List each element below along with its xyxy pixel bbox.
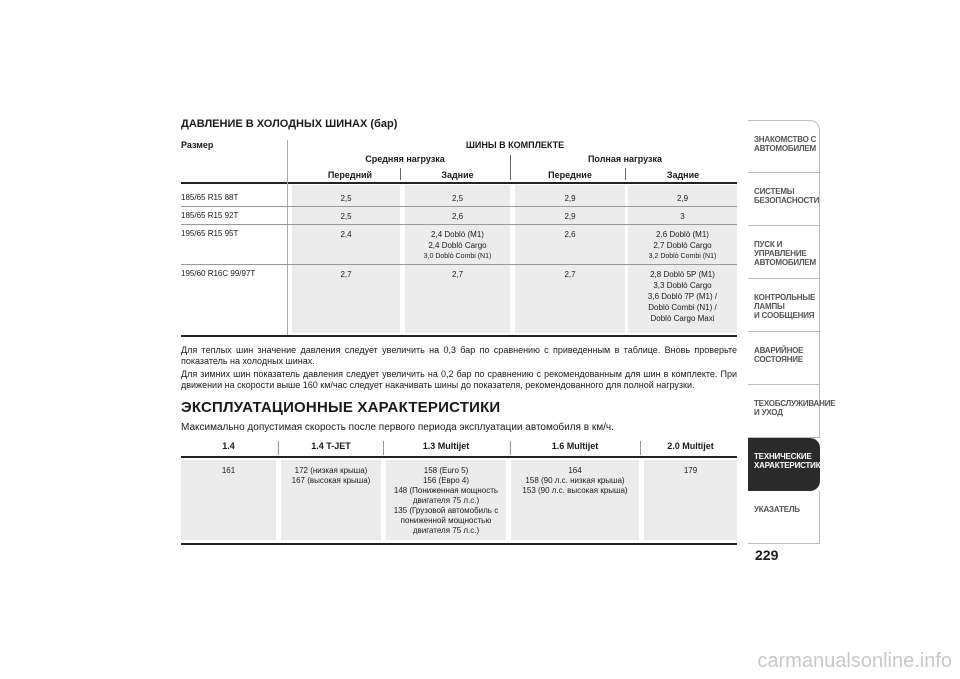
cell-line: 3,6 Doblò 7P (M1) / [647,292,718,301]
header-divider [640,441,641,455]
row-size: 185/65 R15 88T [181,193,239,202]
speed-line: 148 (Пониженная мощность [393,486,499,495]
speed-line: двигателя 75 л.с.) [412,526,480,535]
speed-line: 172 (низкая крыша) [294,466,368,475]
engine-header: 1.6 Multijet [551,441,599,451]
sub-front-medium: Передний [327,170,373,180]
tab-starting-driving[interactable] [748,226,820,279]
note-warm-tyres: Для теплых шин значение давления следует увеличить на 0,3 бар по сравнению с приведенным в таблице. Вновь проверьте показатель на холодных шинах. [181,345,737,366]
cell: 2,4 [340,230,352,239]
tab-label: АВТОМОБИЛЕМ [754,144,816,153]
tab-label: СИСТЕМЫ [754,187,795,196]
size-header: Размер [181,140,214,150]
sub-divider [625,168,626,180]
speed-value [511,466,639,496]
cell: 2,6 [451,212,464,221]
speed-line: 156 (Евро 4) [422,476,470,485]
tab-label: ТЕХОБСЛУЖИВАНИЕ [754,399,836,408]
cell-line: 2,4 Doblò Cargo [428,241,487,250]
cell: 2,9 [564,212,576,221]
medium-load-header: Средняя нагрузка [365,154,445,164]
performance-subtitle: Максимально допустимая скорость после первого периода эксплуатации автомобиля в км/ч. [181,422,614,433]
tab-emergency[interactable] [748,332,820,385]
cell-line: 2,7 Doblò Cargo [653,241,712,250]
note-winter-tyres: Для зимних шин показатель давления следует увеличить на 0,2 бар по сравнению с рекомендованным для шин в комплекте. При движении на скорости выше 160 км/час следует накачивать шины до показателя, рекомендованного для полной нагрузки. [181,369,737,390]
cell: 3 [680,212,685,221]
cell-line: 3,3 Doblò Cargo [653,281,712,290]
tab-label: ХАРАКТЕРИСТИКИ [754,461,826,470]
tab-label: ЗНАКОМСТВО С [754,135,817,144]
row-rule [181,224,737,225]
header-divider [278,441,279,455]
row-rule [181,264,737,265]
shade-col [515,185,625,333]
pressure-title: ДАВЛЕНИЕ В ХОЛОДНЫХ ШИНАХ (бар) [181,118,398,130]
cell-line: 2,8 Doblò 5P (M1) [650,270,715,279]
header-divider [510,155,511,180]
row-rule [181,206,737,207]
engine-header: 1.4 T-JET [311,441,351,451]
sub-front-full: Передние [548,170,592,180]
tab-index[interactable] [748,491,820,544]
speed-line: 164 [568,466,582,475]
tab-label: ЛАМПЫ [754,302,785,311]
speed-line: 158 (90 л.с. низкая крыша) [525,476,625,485]
row-size: 195/65 R15 95T [181,229,239,238]
row-size: 185/65 R15 92T [181,211,239,220]
tab-safety[interactable] [748,173,820,226]
speed-value: 161 [221,466,236,475]
tab-label: СОСТОЯНИЕ [754,355,803,364]
cell: 2,7 [451,270,464,279]
tab-technical-specs[interactable] [748,438,826,491]
cell-line: 3,2 Doblò Combi (N1) [648,253,717,260]
tab-label: И СООБЩЕНИЯ [754,311,815,320]
header-divider [383,441,384,455]
cell-line: Doblò Combi (N1) / [648,303,717,312]
performance-title: ЭКСПЛУАТАЦИОННЫЕ ХАРАКТЕРИСТИКИ [181,399,501,416]
sub-rear-medium: Задние [441,170,474,180]
cell [405,229,510,262]
speed-line: 158 (Euro 5) [423,466,469,475]
header-divider [510,441,511,455]
tab-label: ТЕХНИЧЕСКИЕ [754,452,812,461]
cell: 2,6 [564,230,576,239]
shade-col [292,185,400,333]
cell: 2,5 [340,212,352,221]
cell: 2,7 [340,270,352,279]
speed-line: двигателя 75 л.с.) [412,496,480,505]
speed-line: пониженной мощностью [400,516,492,525]
full-load-header: Полная нагрузка [587,154,663,164]
engine-header: 2.0 Multijet [667,441,714,451]
cell-line: 3,0 Doblò Combi (N1) [423,253,492,260]
engine-header: 1.3 Multijet [422,441,470,451]
speed-top-rule [181,456,737,458]
speed-value [281,466,381,486]
tab-maintenance[interactable] [748,385,836,438]
cell-line: 2,4 Doblò (M1) [431,230,484,239]
tab-getting-to-know[interactable] [748,120,820,173]
tab-label: БЕЗОПАСНОСТИ [754,196,820,205]
page-number: 229 [755,547,779,563]
engine-header: 1.4 [222,441,235,451]
cell: 2,9 [676,194,689,203]
speed-bottom-rule [181,543,737,545]
table-bottom-rule [181,335,737,337]
row-size: 195/60 R16C 99/97T [181,269,256,278]
speed-line: 167 (высокая крыша) [291,476,371,485]
speed-value: 179 [683,466,698,475]
sub-divider [400,168,401,180]
cell: 2,9 [564,194,576,203]
speed-line: 135 (Грузовой автомобиль с [393,506,499,515]
tab-label: ПУСК И УПРАВЛЕНИЕ [754,240,807,258]
cell: 2,7 [564,270,576,279]
col-divider [287,140,288,335]
cell-line: Doblò Cargo Maxi [650,314,715,323]
sub-rear-full: Задние [666,170,700,180]
tab-label: КОНТРОЛЬНЫЕ [754,293,816,302]
tab-label: УКАЗАТЕЛЬ [754,505,800,514]
cell [628,229,737,262]
tab-label: АВТОМОБИЛЕМ [754,258,816,267]
cell-line: 2,6 Doblò (M1) [656,230,709,239]
watermark: carmanualsonline.info [757,650,952,672]
cell: 2,5 [340,194,352,203]
tab-warning-lights[interactable] [748,279,820,332]
cell [628,269,737,324]
speed-value [386,466,506,536]
tab-label: И УХОД [754,408,783,417]
table-top-rule [181,182,737,184]
speed-line: 153 (90 л.с. высокая крыша) [522,486,628,495]
tyres-header: ШИНЫ В КОМПЛЕКТЕ [465,140,565,150]
cell: 2,5 [451,194,464,203]
tab-label: АВАРИЙНОЕ [754,346,804,355]
